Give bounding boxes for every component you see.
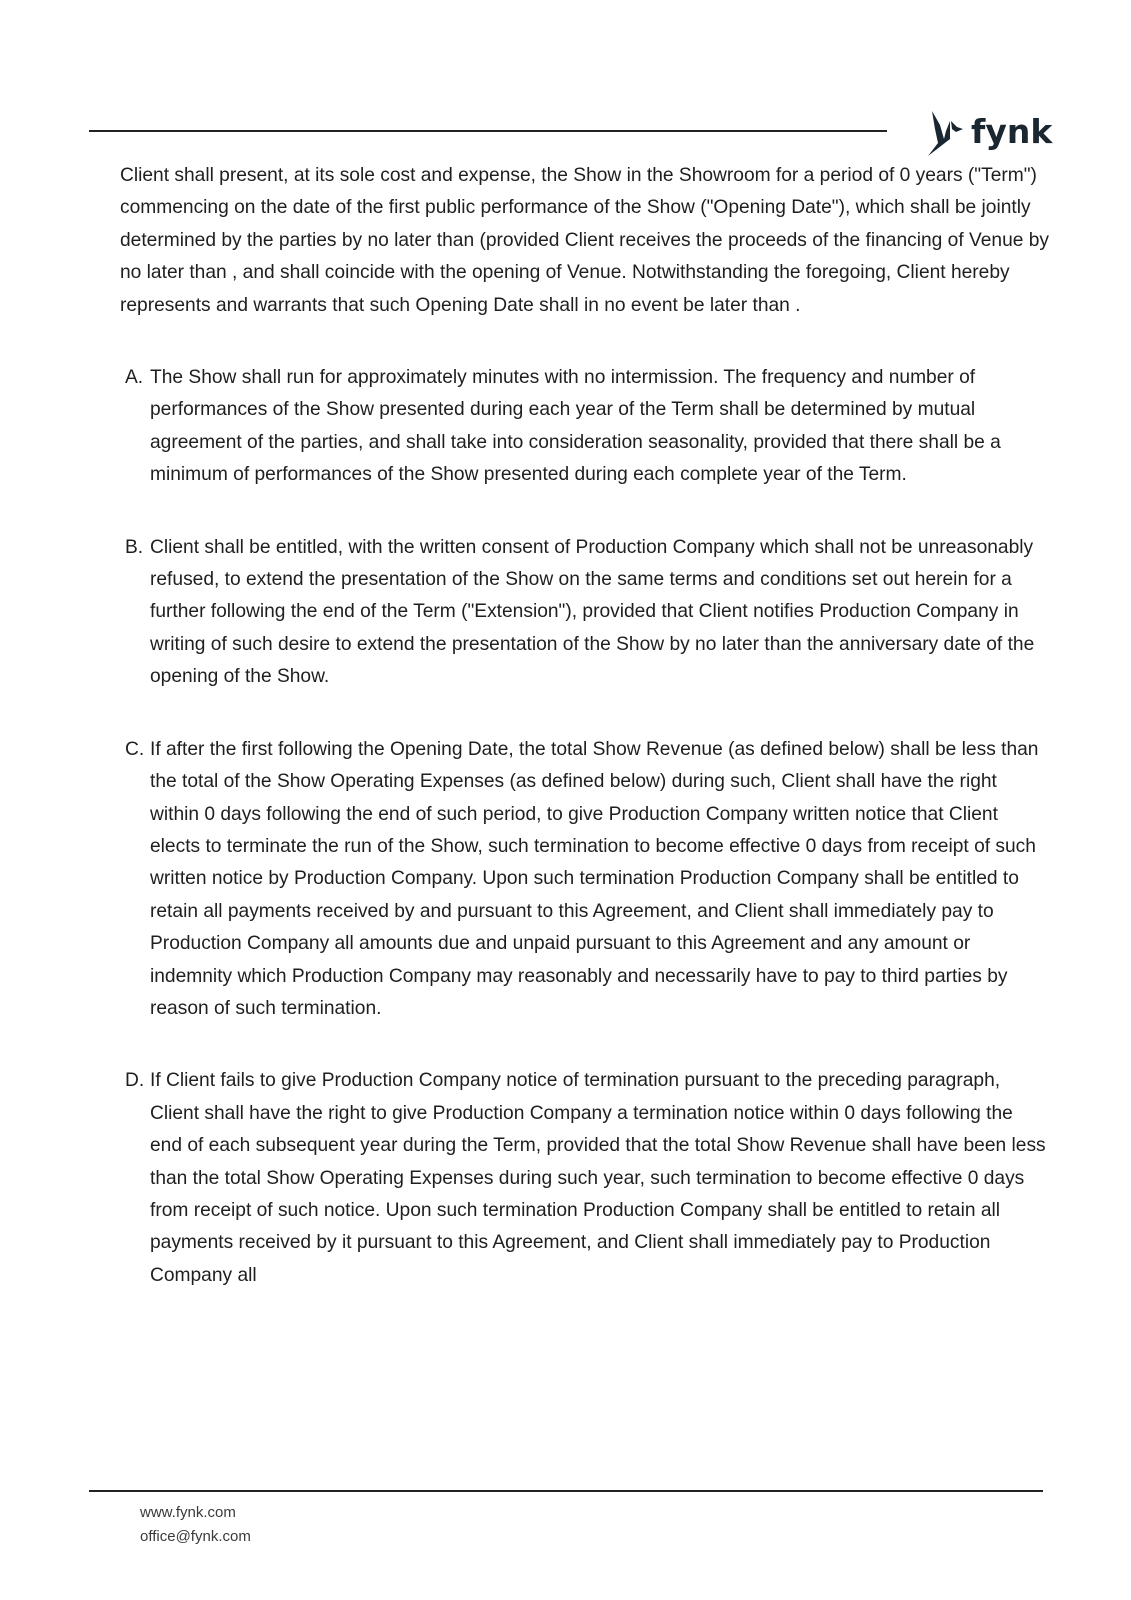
clause-letter: B.: [125, 536, 144, 558]
clause-text: Client shall be entitled, with the written consent of Production Company which shall not be unreasonably refused, to extend the presentation of the Show on the same terms and conditions set out herein for a further following the end of the Term ("Extension"), provided that Client notifies Production Company in writing of such desire to extend the presentation of the Show by no later than the anniversary date of the opening of the Show.: [150, 536, 1035, 688]
footer-email-link[interactable]: office@fynk.com: [140, 1528, 251, 1545]
fynk-bird-icon: [925, 105, 965, 159]
clause-text: If after the first following the Opening Date, the total Show Revenue (as defined below) shall be less than the total of the Show Operating Expenses (as defined below) during such, Client shall have the right within 0 days following the end of such period, to give Production Company written notice that Client elects to terminate the run of the Show, such termination to become effective 0 days from receipt of such written notice by Production Company. Upon such termination Production Company shall be entitled to retain all payments received by and pursuant to this Agreement, and Client shall immediately pay to Production Company all amounts due and unpaid pursuant to this Agreement and any amount or indemnity which Production Company may reasonably and necessarily have to pay to third parties by reason of such termination.: [150, 738, 1039, 1019]
clause-letter: D.: [125, 1070, 145, 1092]
clause-c: [120, 734, 1050, 1026]
clause-text: If Client fails to give Production Company notice of termination pursuant to the preceding paragraph, Client shall have the right to give Production Company a termination notice within 0 days following the end of each subsequent year during the Term, provided that the total Show Revenue shall have been less than the total Show Operating Expenses during such year, such termination to become effective 0 days from receipt of such notice. Upon such termination Production Company shall be entitled to retain all payments received by it pursuant to this Agreement, and Client shall immediately pay to Production Company all: [150, 1070, 1046, 1286]
document-body: [120, 160, 1050, 1292]
footer-divider: [89, 1490, 1043, 1492]
clause-b: [120, 532, 1050, 694]
logo-wordmark: fynk: [971, 111, 1053, 151]
clause-a: [120, 362, 1050, 492]
clause-letter: A.: [125, 367, 144, 389]
footer-contact: [140, 1501, 251, 1549]
intro-paragraph: Client shall present, at its sole cost and expense, the Show in the Showroom for a period of 0 years ("Term") commencing on the date of the first public performance of the Show ("Opening Date"), which shall be jointly determined by the parties by no later than (provided Client receives the proceeds of the financing of Venue by no later than , and shall coincide with the opening of Venue. Notwithstanding the foregoing, Client hereby represents and warrants that such Opening Date shall in no event be later than .: [120, 165, 1050, 316]
header-divider: [89, 130, 887, 132]
clause-letter: C.: [125, 738, 145, 760]
fynk-logo: [925, 104, 1053, 160]
footer-website-link[interactable]: www.fynk.com: [140, 1504, 236, 1521]
clause-d: [120, 1065, 1050, 1292]
clause-text: The Show shall run for approximately minutes with no intermission. The frequency and number of performances of the Show presented during each year of the Term shall be determined by mutual agreement of the parties, and shall take into consideration seasonality, provided that there shall be a minimum of performances of the Show presented during each complete year of the Term.: [150, 367, 1001, 486]
